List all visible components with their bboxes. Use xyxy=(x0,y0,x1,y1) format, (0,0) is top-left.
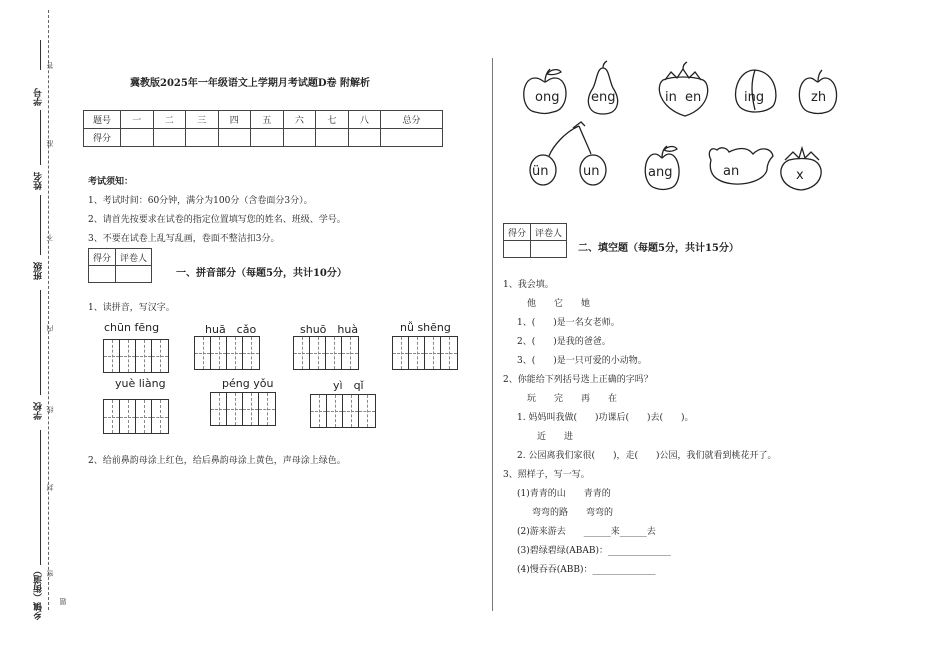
writing-grid[interactable] xyxy=(293,336,359,370)
fill-item: 2、( )是我的爸爸。 xyxy=(517,337,611,347)
blank-line xyxy=(40,40,41,70)
fruit-illustrations xyxy=(515,60,855,195)
fruit-label: ün xyxy=(532,164,549,179)
section2-scorebox xyxy=(503,223,567,258)
example-line: (3)碧绿碧绿(ABAB)：______________ xyxy=(517,546,671,556)
township-label: 乡镇（街道） xyxy=(34,566,44,620)
seal-char: 不 xyxy=(46,234,54,241)
writing-grid[interactable] xyxy=(210,392,276,426)
section2-q1: 1、我会填。 xyxy=(503,280,554,290)
strawberry-icon xyxy=(659,62,707,116)
score-header-cell: 总分 xyxy=(381,111,443,129)
pinyin-word: yuè liàng xyxy=(115,377,166,390)
score-header-cell: 四 xyxy=(218,111,251,129)
fill-item: 3、( )是一只可爱的小动物。 xyxy=(517,356,647,366)
score-cell[interactable] xyxy=(316,129,349,147)
section1-q2: 2、给前鼻韵母涂上红色，给后鼻韵母涂上黄色，声母涂上绿色。 xyxy=(88,456,346,466)
score-cell[interactable] xyxy=(121,129,154,147)
section1-title: 一、拼音部分（每题5分，共计10分） xyxy=(176,268,347,279)
writing-grid[interactable] xyxy=(194,336,260,370)
scorebox-score-label: 得分 xyxy=(89,249,116,266)
section1-q1: 1、读拼音，写汉字。 xyxy=(88,303,175,313)
score-header-cell: 二 xyxy=(153,111,186,129)
section1-scorebox xyxy=(88,248,152,283)
scorebox-grader-label: 评卷人 xyxy=(531,224,567,241)
pinyin-word: chūn fēng xyxy=(104,321,160,334)
score-cell[interactable] xyxy=(251,129,284,147)
fruit-label: an xyxy=(723,164,740,179)
writing-grid[interactable] xyxy=(310,394,376,428)
score-header-cell: 八 xyxy=(348,111,381,129)
notice-heading: 考试须知： xyxy=(88,177,134,187)
dashed-seal-line xyxy=(48,10,49,610)
writing-grid[interactable] xyxy=(103,339,169,373)
writing-grid[interactable] xyxy=(103,399,169,434)
example-line: 弯弯的路 弯弯的 xyxy=(532,508,614,518)
writing-grid[interactable] xyxy=(392,336,458,370)
fruit-label: ong xyxy=(535,90,560,105)
seal-char: 内 xyxy=(46,325,54,332)
score-header-cell: 一 xyxy=(121,111,154,129)
fruit-label: eng xyxy=(591,90,616,105)
score-header-cell: 六 xyxy=(283,111,316,129)
seal-char: 答 xyxy=(46,62,54,69)
seal-char: 准 xyxy=(46,140,54,147)
leaf-icon xyxy=(709,148,773,184)
scorebox-score-label: 得分 xyxy=(504,224,531,241)
scorebox-grader-cell[interactable] xyxy=(531,241,567,258)
notice-item: 2、请首先按要求在试卷的指定位置填写您的姓名、班级、学号。 xyxy=(88,215,346,225)
section2-q2: 2、你能给下列括号选上正确的字吗？ xyxy=(503,375,653,385)
seal-char: 线 xyxy=(46,406,54,413)
fill-sentence: 2. 公园离我们家很( )，走( )公园，我们就看到桃花开了。 xyxy=(517,451,777,461)
name-label: 姓名 xyxy=(34,172,44,190)
pinyin-word: yì qǐ xyxy=(333,379,364,392)
student-id-label: 学号 xyxy=(34,88,44,106)
score-cell[interactable] xyxy=(283,129,316,147)
example-line: (1)青青的山 青青的 xyxy=(517,489,611,499)
class-label: 班级 xyxy=(34,262,44,280)
fruit-label: un xyxy=(583,164,600,179)
fruit-label: en xyxy=(685,90,702,105)
notice-item: 3、不要在试卷上乱写乱画，卷面不整洁扣3分。 xyxy=(88,234,280,244)
score-row-label: 得分 xyxy=(84,129,121,147)
school-label: 学校 xyxy=(34,402,44,420)
fill-sentence: 1. 妈妈叫我做( )功课后( )去( )。 xyxy=(517,413,694,423)
fruit-label: zh xyxy=(811,90,827,105)
word-choices: 近 进 xyxy=(537,432,574,442)
column-divider xyxy=(492,58,493,611)
blank-line xyxy=(40,195,41,255)
seal-char: 题 xyxy=(59,598,67,605)
score-cell[interactable] xyxy=(186,129,219,147)
example-line: (2)游来游去 ______来______去 xyxy=(517,527,656,537)
notice-item: 1、考试时间：60分钟，满分为100分（含卷面分3分）。 xyxy=(88,196,313,206)
seal-char: 封 xyxy=(46,484,54,491)
blank-line xyxy=(40,290,41,395)
scorebox-score-cell[interactable] xyxy=(504,241,531,258)
page-title: 冀教版2025年一年级语文上学期月考试题D卷 附解析 xyxy=(130,78,370,89)
scorebox-score-cell[interactable] xyxy=(89,266,116,283)
section2-title: 二、填空题（每题5分，共计15分） xyxy=(578,243,739,254)
pinyin-word: huā cǎo xyxy=(205,323,257,336)
score-header-cell: 题号 xyxy=(84,111,121,129)
score-header-cell: 三 xyxy=(186,111,219,129)
fruit-label: x xyxy=(796,168,804,183)
fruit-label: ing xyxy=(744,90,765,105)
score-header-cell: 七 xyxy=(316,111,349,129)
pear-icon xyxy=(588,61,617,114)
scorebox-grader-label: 评卷人 xyxy=(116,249,152,266)
scorebox-grader-cell[interactable] xyxy=(116,266,152,283)
score-header-cell: 五 xyxy=(251,111,284,129)
score-cell[interactable] xyxy=(348,129,381,147)
pinyin-word: shuō huà xyxy=(300,323,359,336)
section2-q3: 3、照样子，写一写。 xyxy=(503,470,590,480)
fruit-label: ang xyxy=(648,165,673,180)
pronoun-choices: 他 它 她 xyxy=(527,299,591,309)
pinyin-word: nǚ shēng xyxy=(400,321,451,334)
score-cell[interactable] xyxy=(218,129,251,147)
blank-line xyxy=(40,430,41,565)
pinyin-word: péng yǒu xyxy=(222,377,274,390)
score-cell[interactable] xyxy=(153,129,186,147)
fruit-label: in xyxy=(665,90,677,105)
word-choices: 玩 完 再 在 xyxy=(527,394,618,404)
score-cell[interactable] xyxy=(381,129,443,147)
score-table xyxy=(83,110,443,147)
blank-line xyxy=(40,110,41,165)
seal-char: 密 xyxy=(46,570,54,577)
example-line: (4)慢吞吞(ABB)：______________ xyxy=(517,565,656,575)
fill-item: 1、( )是一名女老师。 xyxy=(517,318,620,328)
